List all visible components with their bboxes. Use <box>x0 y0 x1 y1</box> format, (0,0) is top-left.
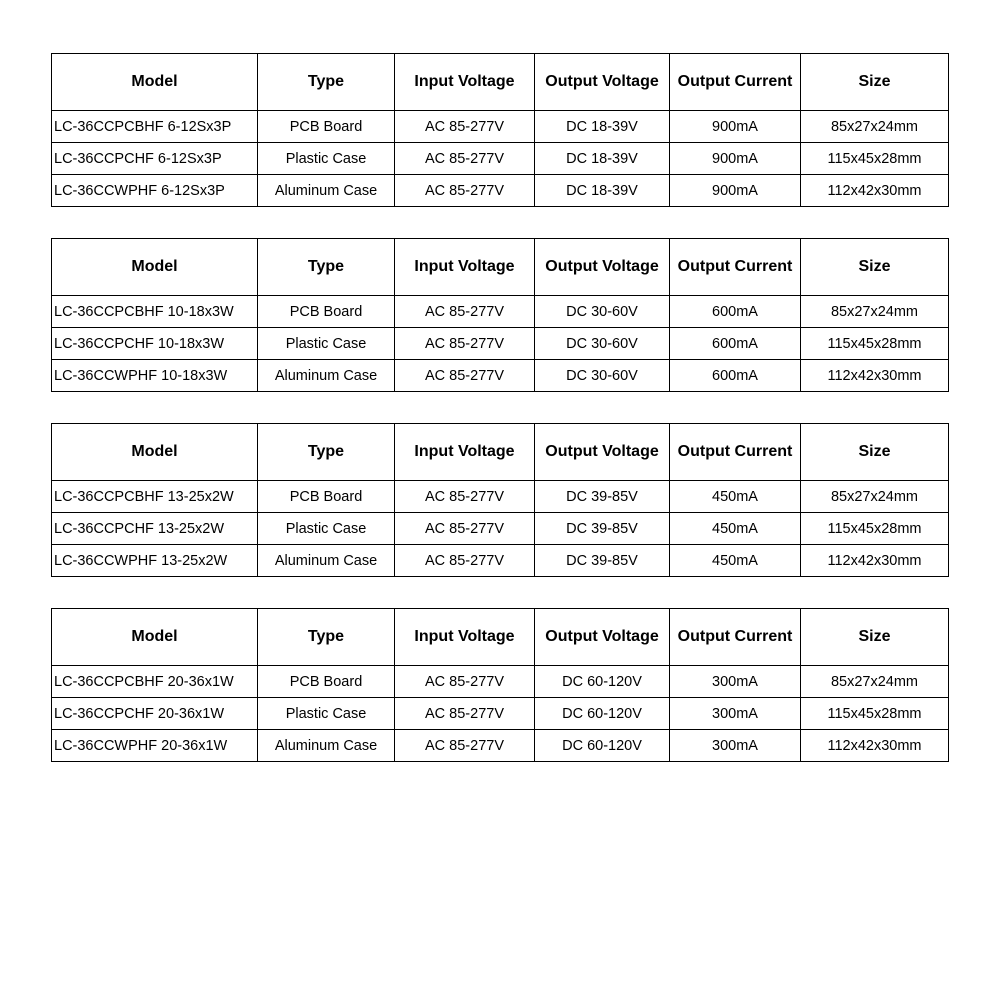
cell-input-voltage: AC 85-277V <box>395 360 535 392</box>
header-output-voltage: Output Voltage <box>535 609 670 666</box>
cell-output-current: 900mA <box>670 111 801 143</box>
table-row <box>52 296 949 328</box>
cell-output-voltage: DC 30-60V <box>535 328 670 360</box>
cell-output-voltage: DC 30-60V <box>535 296 670 328</box>
cell-output-current: 900mA <box>670 175 801 207</box>
cell-type: PCB Board <box>258 296 395 328</box>
cell-model: LC-36CCWPHF 6-12Sx3P <box>52 175 258 207</box>
header-size: Size <box>801 239 949 296</box>
cell-input-voltage: AC 85-277V <box>395 111 535 143</box>
cell-type: Aluminum Case <box>258 730 395 762</box>
spec-table-4 <box>51 608 949 762</box>
header-type: Type <box>258 609 395 666</box>
cell-size: 112x42x30mm <box>801 545 949 577</box>
table-row <box>52 545 949 577</box>
header-size: Size <box>801 54 949 111</box>
header-model: Model <box>52 239 258 296</box>
cell-size: 115x45x28mm <box>801 513 949 545</box>
header-output-current: Output Current <box>670 424 801 481</box>
table-row <box>52 698 949 730</box>
table-row <box>52 666 949 698</box>
cell-size: 85x27x24mm <box>801 481 949 513</box>
cell-size: 85x27x24mm <box>801 111 949 143</box>
header-input-voltage: Input Voltage <box>395 239 535 296</box>
cell-input-voltage: AC 85-277V <box>395 698 535 730</box>
header-type: Type <box>258 54 395 111</box>
table-row <box>52 175 949 207</box>
cell-model: LC-36CCPCBHF 10-18x3W <box>52 296 258 328</box>
cell-input-voltage: AC 85-277V <box>395 730 535 762</box>
cell-type: PCB Board <box>258 481 395 513</box>
header-type: Type <box>258 424 395 481</box>
cell-size: 115x45x28mm <box>801 143 949 175</box>
cell-output-current: 300mA <box>670 730 801 762</box>
cell-type: Plastic Case <box>258 698 395 730</box>
header-output-voltage: Output Voltage <box>535 424 670 481</box>
cell-type: PCB Board <box>258 111 395 143</box>
cell-output-voltage: DC 60-120V <box>535 730 670 762</box>
header-size: Size <box>801 609 949 666</box>
cell-input-voltage: AC 85-277V <box>395 513 535 545</box>
cell-model: LC-36CCPCBHF 13-25x2W <box>52 481 258 513</box>
header-row <box>52 239 949 296</box>
cell-model: LC-36CCPCHF 13-25x2W <box>52 513 258 545</box>
cell-size: 115x45x28mm <box>801 328 949 360</box>
cell-type: PCB Board <box>258 666 395 698</box>
cell-input-voltage: AC 85-277V <box>395 481 535 513</box>
header-size: Size <box>801 424 949 481</box>
cell-output-current: 450mA <box>670 513 801 545</box>
cell-output-current: 600mA <box>670 360 801 392</box>
table-row <box>52 328 949 360</box>
cell-output-voltage: DC 18-39V <box>535 175 670 207</box>
header-input-voltage: Input Voltage <box>395 424 535 481</box>
cell-input-voltage: AC 85-277V <box>395 175 535 207</box>
cell-output-voltage: DC 18-39V <box>535 143 670 175</box>
table-row <box>52 360 949 392</box>
header-model: Model <box>52 609 258 666</box>
header-output-current: Output Current <box>670 239 801 296</box>
cell-input-voltage: AC 85-277V <box>395 296 535 328</box>
table-row <box>52 143 949 175</box>
header-row <box>52 609 949 666</box>
header-row <box>52 54 949 111</box>
header-row <box>52 424 949 481</box>
header-input-voltage: Input Voltage <box>395 54 535 111</box>
spec-table-3 <box>51 423 949 577</box>
cell-output-current: 300mA <box>670 666 801 698</box>
cell-size: 112x42x30mm <box>801 175 949 207</box>
cell-type: Aluminum Case <box>258 175 395 207</box>
cell-output-current: 300mA <box>670 698 801 730</box>
cell-size: 115x45x28mm <box>801 698 949 730</box>
cell-type: Plastic Case <box>258 513 395 545</box>
header-output-current: Output Current <box>670 609 801 666</box>
cell-model: LC-36CCPCHF 10-18x3W <box>52 328 258 360</box>
cell-model: LC-36CCWPHF 20-36x1W <box>52 730 258 762</box>
cell-input-voltage: AC 85-277V <box>395 143 535 175</box>
header-type: Type <box>258 239 395 296</box>
header-output-current: Output Current <box>670 54 801 111</box>
header-output-voltage: Output Voltage <box>535 54 670 111</box>
cell-size: 112x42x30mm <box>801 730 949 762</box>
table-row <box>52 111 949 143</box>
header-model: Model <box>52 424 258 481</box>
cell-output-voltage: DC 39-85V <box>535 481 670 513</box>
cell-size: 112x42x30mm <box>801 360 949 392</box>
cell-model: LC-36CCPCBHF 20-36x1W <box>52 666 258 698</box>
cell-output-voltage: DC 39-85V <box>535 545 670 577</box>
spec-table-2 <box>51 238 949 392</box>
cell-type: Aluminum Case <box>258 545 395 577</box>
cell-model: LC-36CCPCBHF 6-12Sx3P <box>52 111 258 143</box>
cell-model: LC-36CCWPHF 13-25x2W <box>52 545 258 577</box>
header-output-voltage: Output Voltage <box>535 239 670 296</box>
cell-input-voltage: AC 85-277V <box>395 545 535 577</box>
table-row <box>52 481 949 513</box>
cell-output-voltage: DC 60-120V <box>535 666 670 698</box>
cell-input-voltage: AC 85-277V <box>395 328 535 360</box>
cell-type: Plastic Case <box>258 143 395 175</box>
cell-output-current: 450mA <box>670 481 801 513</box>
table-row <box>52 730 949 762</box>
cell-model: LC-36CCPCHF 6-12Sx3P <box>52 143 258 175</box>
cell-output-voltage: DC 30-60V <box>535 360 670 392</box>
cell-output-voltage: DC 18-39V <box>535 111 670 143</box>
cell-output-current: 450mA <box>670 545 801 577</box>
cell-output-current: 600mA <box>670 328 801 360</box>
header-input-voltage: Input Voltage <box>395 609 535 666</box>
cell-size: 85x27x24mm <box>801 296 949 328</box>
cell-input-voltage: AC 85-277V <box>395 666 535 698</box>
table-row <box>52 513 949 545</box>
cell-output-current: 900mA <box>670 143 801 175</box>
cell-output-current: 600mA <box>670 296 801 328</box>
cell-output-voltage: DC 39-85V <box>535 513 670 545</box>
header-model: Model <box>52 54 258 111</box>
cell-size: 85x27x24mm <box>801 666 949 698</box>
cell-model: LC-36CCWPHF 10-18x3W <box>52 360 258 392</box>
cell-output-voltage: DC 60-120V <box>535 698 670 730</box>
spec-table-1 <box>51 53 949 207</box>
cell-type: Aluminum Case <box>258 360 395 392</box>
cell-type: Plastic Case <box>258 328 395 360</box>
cell-model: LC-36CCPCHF 20-36x1W <box>52 698 258 730</box>
